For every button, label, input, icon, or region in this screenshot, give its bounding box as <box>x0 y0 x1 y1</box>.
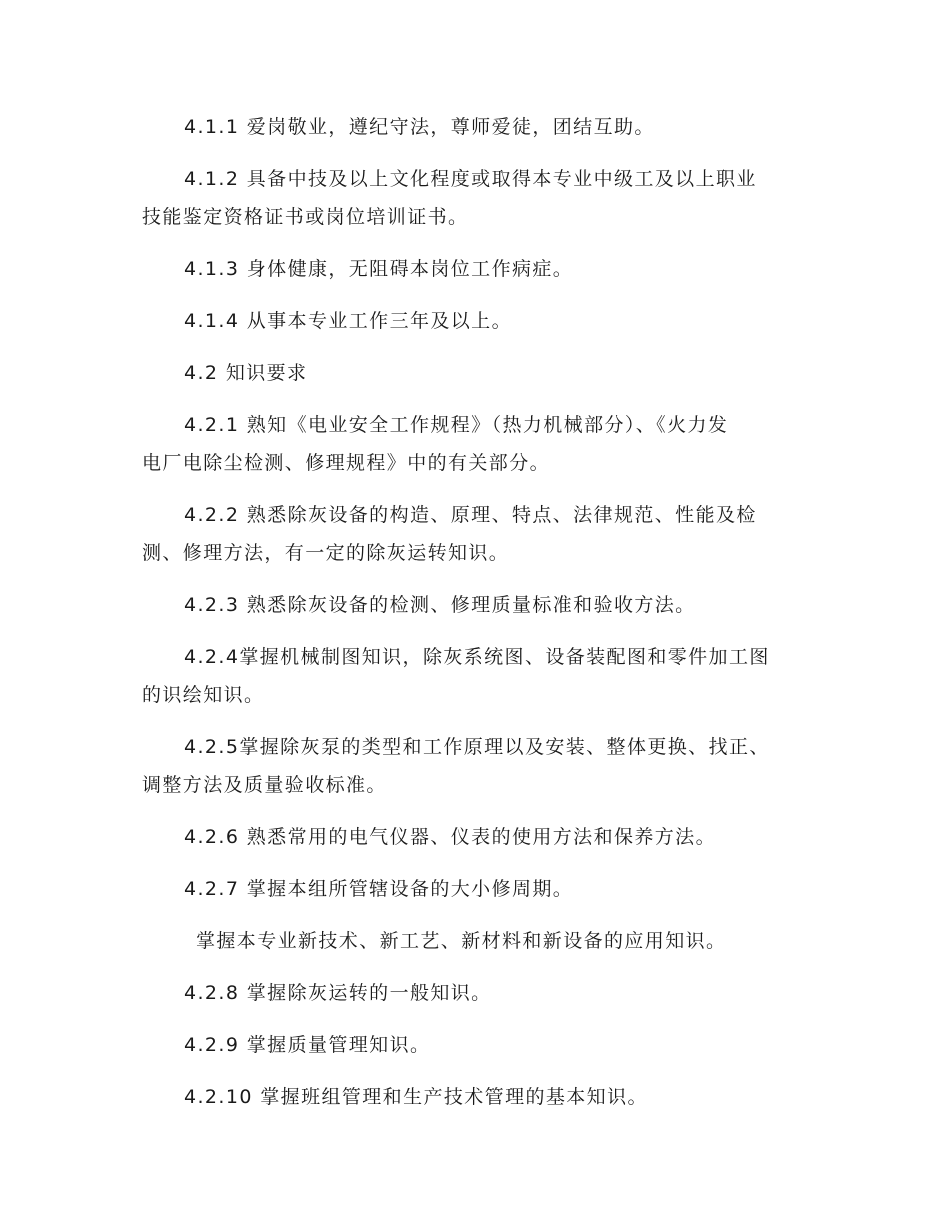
paragraph-4-1-1 <box>142 108 812 146</box>
paragraph-line: 4.2.8 掌握除灰运转的一般知识。 <box>184 982 492 1004</box>
paragraph-line: 4.2.9 掌握质量管理知识。 <box>184 1034 431 1056</box>
paragraph-4-2-6 <box>142 818 812 856</box>
paragraph-4-1-2 <box>142 160 812 236</box>
paragraph-line: 4.2.6 熟悉常用的电气仪器、仪表的使用方法和保养方法。 <box>184 826 716 848</box>
paragraph-4-2-1 <box>142 406 812 482</box>
paragraph-line-continued: 调整方法及质量验收标准。 <box>142 774 387 796</box>
paragraph-line-continued: 测、修理方法，有一定的除灰运转知识。 <box>142 542 510 564</box>
paragraph-4-2-10 <box>142 1078 812 1116</box>
paragraph-4-2-2 <box>142 496 812 572</box>
paragraph-4-2-9 <box>142 1026 812 1064</box>
paragraph-line-continued: 的识绘知识。 <box>142 684 265 706</box>
paragraph-line: 4.1.3 身体健康，无阻碍本岗位工作病症。 <box>184 258 574 280</box>
paragraph-4-1-4 <box>142 302 812 340</box>
paragraph-4-2-7 <box>142 870 812 908</box>
paragraph-4-2-4 <box>142 638 812 714</box>
paragraph-4-1-3 <box>142 250 812 288</box>
paragraph-line: 4.1.4 从事本专业工作三年及以上。 <box>184 310 512 332</box>
paragraph-line-continued: 电厂电除尘检测、修理规程》中的有关部分。 <box>142 452 551 474</box>
paragraph-line: 4.2.3 熟悉除灰设备的检测、修理质量标准和验收方法。 <box>184 594 696 616</box>
paragraph-4-2-8 <box>142 974 812 1012</box>
paragraph-line: 4.1.2 具备中技及以上文化程度或取得本专业中级工及以上职业 <box>184 168 757 190</box>
paragraph-line: 4.2.1 熟知《电业安全工作规程》（热力机械部分）、《火力发 <box>184 414 729 436</box>
paragraph-line: 4.2.2 熟悉除灰设备的构造、原理、特点、法律规范、性能及检 <box>184 504 757 526</box>
paragraph-line: 4.1.1 爱岗敬业，遵纪守法，尊师爱徒，团结互助。 <box>184 116 655 138</box>
paragraph-line-continued: 技能鉴定资格证书或岗位培训证书。 <box>142 206 469 228</box>
paragraph-line: 4.2.7 掌握本组所管辖设备的大小修周期。 <box>184 878 574 900</box>
section-heading-4-2 <box>142 354 812 392</box>
paragraph-line: 4.2.5掌握除灰泵的类型和工作原理以及安装、整体更换、找正、 <box>184 736 770 758</box>
paragraph-4-2-3 <box>142 586 812 624</box>
paragraph-4-2-5 <box>142 728 812 804</box>
paragraph-line: 4.2 知识要求 <box>184 362 308 384</box>
paragraph-new-tech <box>142 922 812 960</box>
paragraph-line: 4.2.10 掌握班组管理和生产技术管理的基本知识。 <box>184 1086 648 1108</box>
paragraph-line: 4.2.4掌握机械制图知识，除灰系统图、设备装配图和零件加工图 <box>184 646 770 668</box>
paragraph-line: 掌握本专业新技术、新工艺、新材料和新设备的应用知识。 <box>196 930 727 952</box>
